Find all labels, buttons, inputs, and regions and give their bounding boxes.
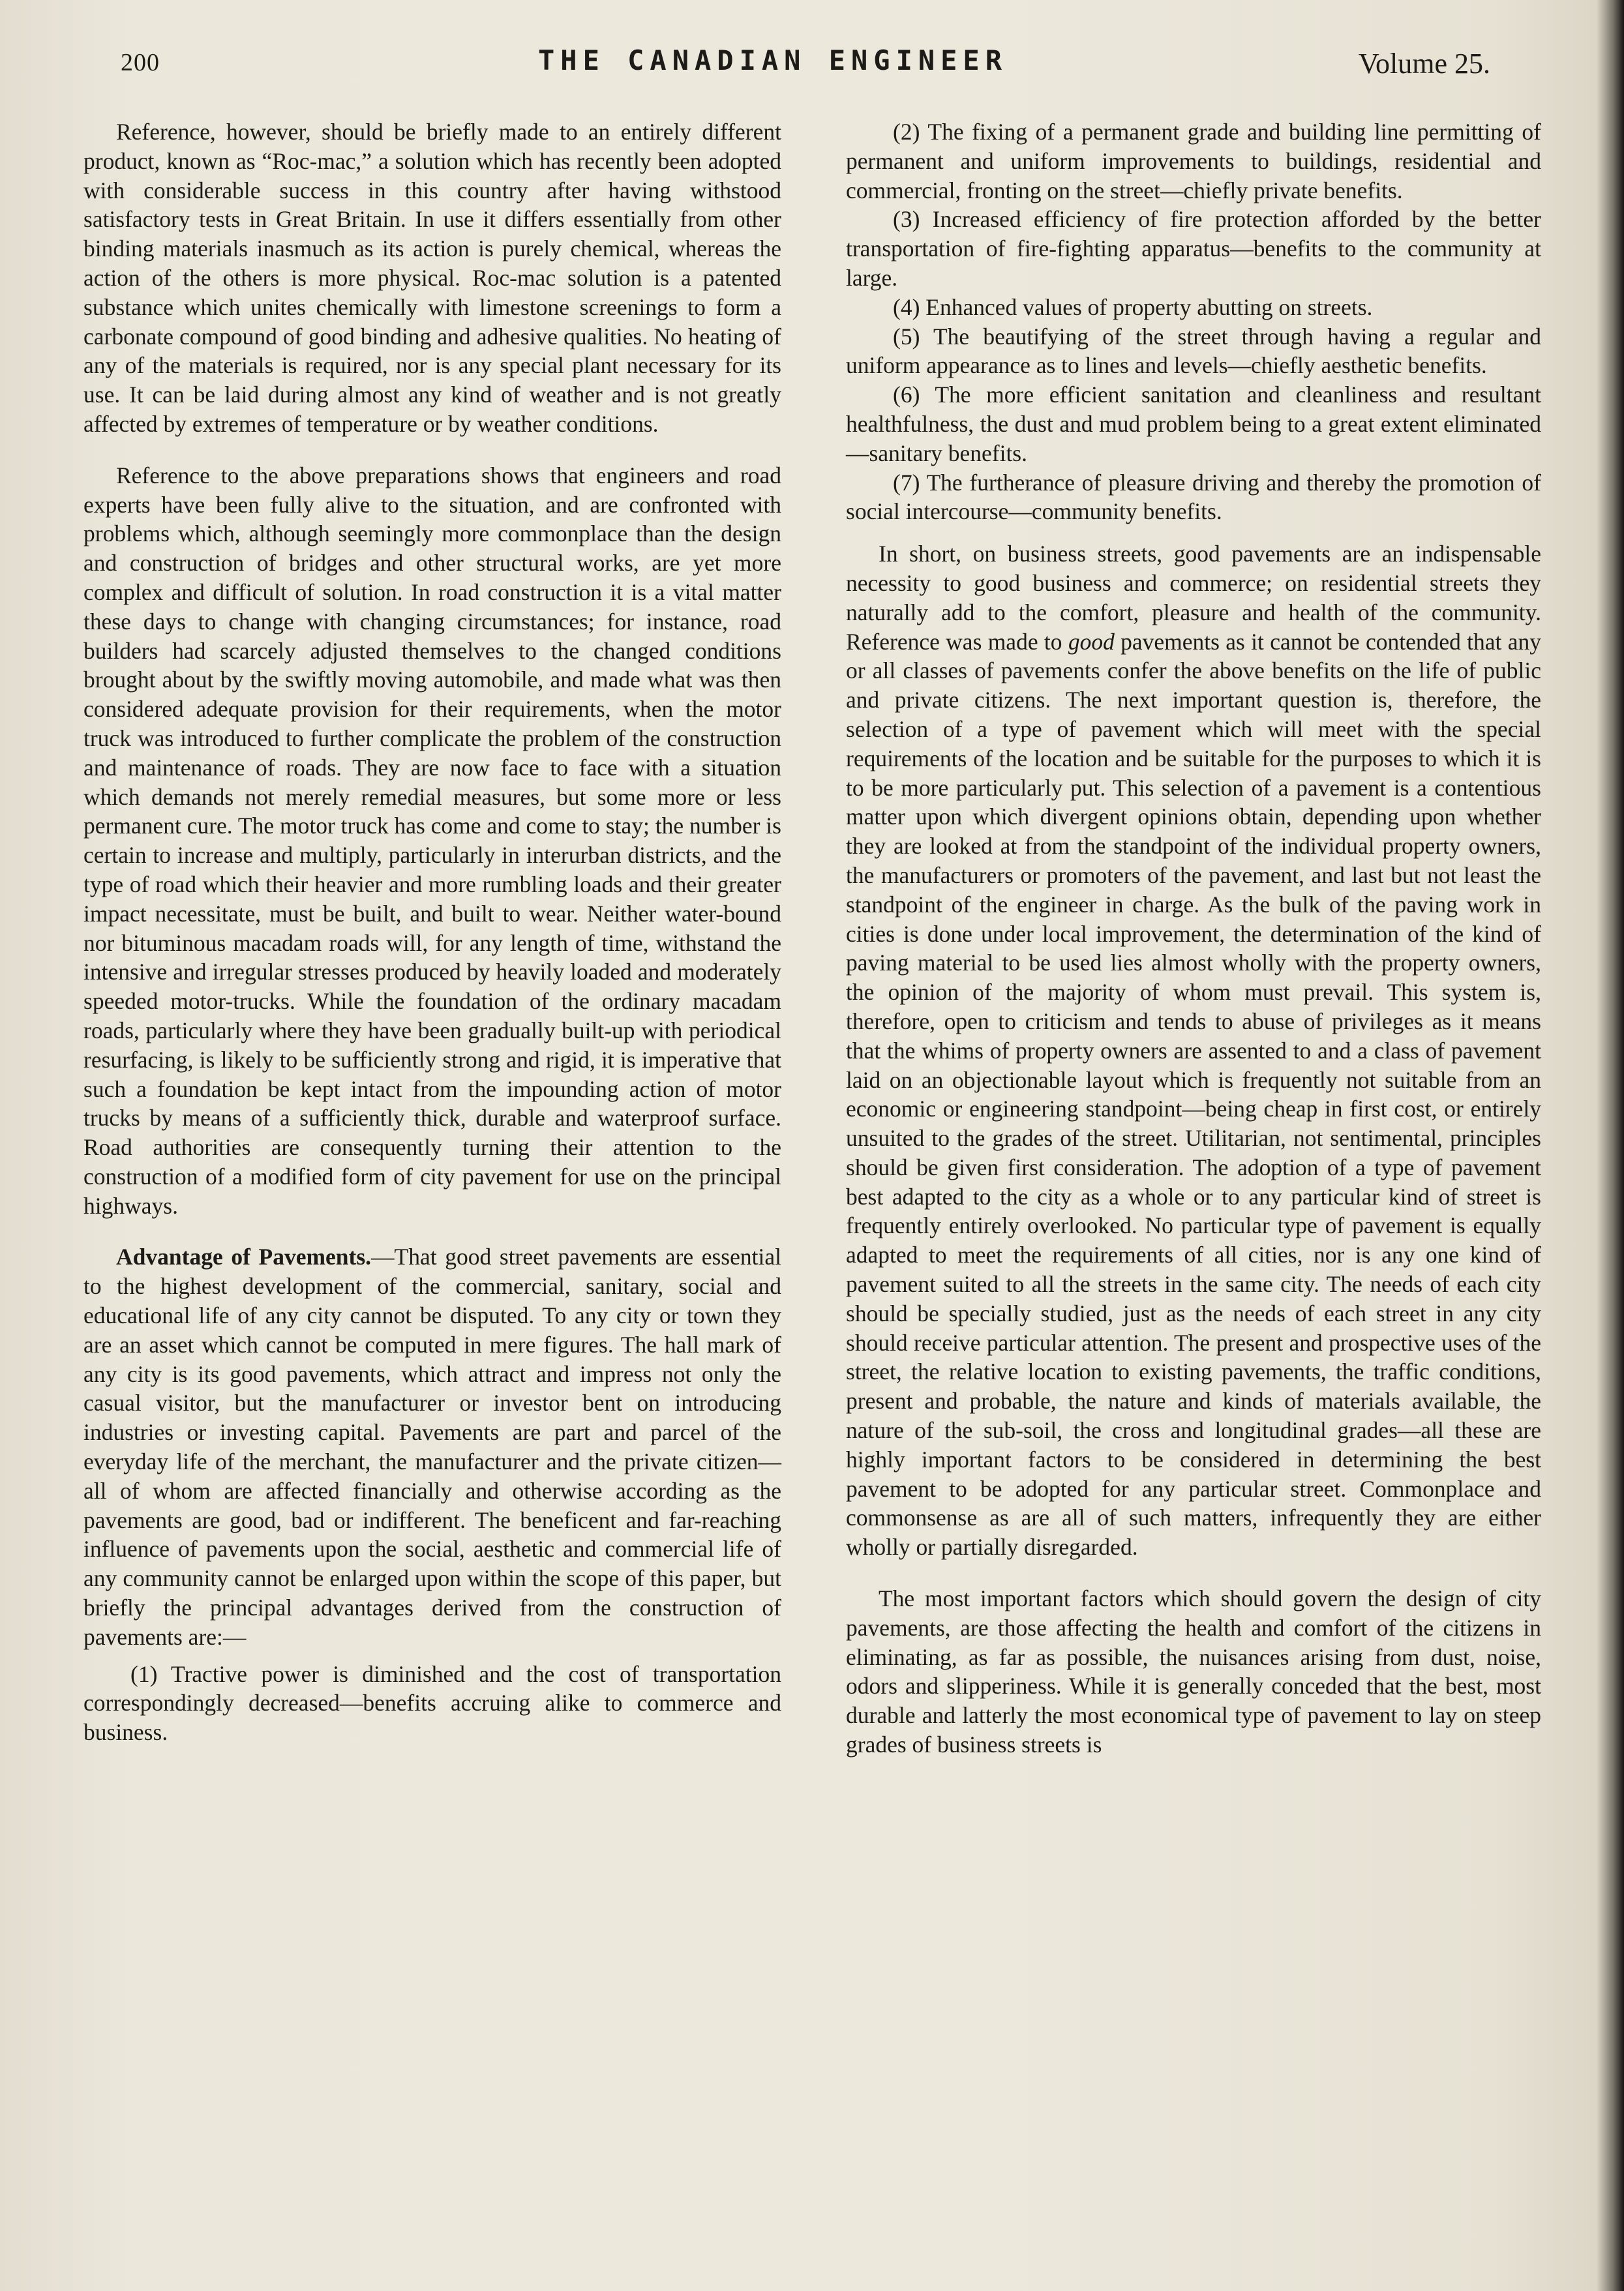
list-item-1: (1) Tractive power is diminished and the cost of transportation correspondingly decreased—benefits accruing alike to commerce and business. <box>83 1660 781 1746</box>
list-item-3: (3) Increased efficiency of fire protection afforded by the better transportation of fire-fighting apparatus—benefits to the community at large. <box>846 206 1541 291</box>
page-number: 200 <box>121 49 160 76</box>
list-item-2: (2) The fixing of a permanent grade and building line permitting of permanent and uniform improvements to buildings, residential and commercial, fronting on the street—chiefly private benefits. <box>846 119 1541 203</box>
list-item-4: (4) Enhanced values of property abutting on streets. <box>893 293 1373 320</box>
left-column <box>83 117 781 1747</box>
running-header <box>121 44 1490 83</box>
paragraph-in-short-part-b: pavements as it cannot be contended that any or all classes of pavements confer the above benefits on the life of public and private citizens. The next important question is, therefore, the selection of a type of pavement which will meet with the special requirements of the location and be suitable for the purposes to which it is to be more particularly put. This selection of a pavement is a contentious matter upon which divergent opinions obtain, depending upon whether they are looked at from the standpoint of the individual property owners, the manufacturers or promoters of the pavement, and last but not least the standpoint of the engineer in charge. As the bulk of the paving work in cities is done under local improvement, the determination of the kind of paving material to be used lies almost wholly with the property owners, the opinion of the majority of whom must prevail. This system is, therefore, open to criticism and tends to abuse of privileges as it means that the whims of property owners are assented to and a class of pavement laid on an objectionable layout which is frequently not suitable from an economic or engineering standpoint—being cheap in first cost, or entirely unsuited to the grades of the street. Utilitarian, not sentimental, principles should be given first consideration. The adoption of a type of pavement best adapted to the city as a whole or to any particular kind of street is frequently entirely overlooked. No particular type of pavement is equally adapted to meet the requirements of all cities, nor is any one kind of pavement suited to all the streets in the same city. The needs of each city should be specially studied, just as the needs of each street in any city should receive particular attention. The present and prospective uses of the street, the relative location to existing pavements, the traffic conditions, present and probable, the nature and kinds of materials available, the nature of the sub-soil, the cross and longitudinal grades—all these are highly important factors to be considered in determining the best pavement to be adopted for any particular street. Commonplace and commonsense as are all of such matters, infrequently they are either wholly or partially disregarded. <box>846 628 1541 1561</box>
paragraph-important-factors: The most important factors which should govern the design of city pavements, are those affecting the health and comfort of the citizens in eliminating, as far as possible, the nuisances arising from dust, noise, odors and slipperiness. While it is generally conceded that the best, most durable and latterly the most economical type of pavement to lay on steep grades of business streets is <box>846 1585 1541 1758</box>
page-edge-shadow <box>1597 0 1624 2291</box>
journal-title: THE CANADIAN ENGINEER <box>538 44 1008 76</box>
paragraph-advantage-of-pavements <box>83 1242 781 1651</box>
volume-label: Volume 25. <box>1358 48 1490 80</box>
paragraph-advantage-body: —That good street pavements are essential to the highest development of the commercial, sanitary, social and educational life of any city cannot be disputed. To any city or town they are an asset which cannot be computed in mere figures. The hall mark of any city is its good pavements, which attract and impress not only the casual visitor, but the manufacturer or investor bent on introducing industries or investing capital. Pavements are part and parcel of the everyday life of the merchant, the manufacturer and the private citizen—all of whom are affected financially and otherwise according as the pavements are good, bad or indifferent. The beneficent and far-reaching influence of pavements upon the social, aesthetic and commercial life of any community cannot be enlarged upon within the scope of this paper, but briefly the principal advantages derived from the construction of pavements are:— <box>83 1244 781 1650</box>
list-item-7: (7) The furtherance of pleasure driving and thereby the promotion of social intercourse—community benefits. <box>846 469 1541 525</box>
right-column <box>846 117 1541 1767</box>
paragraph-in-short <box>846 539 1541 1562</box>
paragraph-roc-mac: Reference, however, should be briefly made to an entirely different product, known as “Roc-mac,” a solution which has recently been adopted with considerable success in this country after having withstood satisfactory tests in Great Britain. In use it differs essentially from other binding materials inasmuch as its action is purely chemical, whereas the action of the others is more physical. Roc-mac solution is a patented substance which unites chemically with limestone screenings to form a carbonate compound of good binding and adhesive qualities. No heating of any of the materials is required, nor is any special plant necessary for its use. It can be laid during almost any kind of weather and is not greatly affected by extremes of temperature or by weather conditions. <box>83 119 781 437</box>
list-item-6: (6) The more efficient sanitation and cleanliness and resultant healthfulness, the dust and mud problem being to a great extent eliminated—sanitary benefits. <box>846 382 1541 466</box>
emphasis-good: good <box>1068 628 1115 655</box>
section-heading: Advantage of Pavements. <box>116 1244 372 1270</box>
paragraph-road-construction: Reference to the above preparations shows that engineers and road experts have been fully alive to the situation, and are confronted with problems which, although seemingly more commonplace than the design and construction of bridges and other structural works, are yet more complex and difficult of solution. In road construction it is a vital matter these days to change with changing circumstances; for instance, road builders had scarcely adjusted themselves to the changed conditions brought about by the swiftly moving automobile, and made what was then considered adequate provision for their requirements, when the motor truck was introduced to further complicate the problem of the construction and maintenance of roads. They are now face to face with a situation which demands not merely remedial measures, but some more or less permanent cure. The motor truck has come and come to stay; the number is certain to increase and multiply, particularly in interurban districts, and the type of road which their heavier and more rumbling loads and their greater impact necessitate, must be built, and built to wear. Neither water-bound nor bituminous macadam roads will, for any length of time, withstand the intensive and irregular stresses produced by heavily loaded and moderately speeded motor-trucks. While the foundation of the ordinary macadam roads, particularly where they have been gradually built-up with periodical resurfacing, is likely to be sufficiently strong and rigid, it is imperative that such a foundation be kept intact from the impounding action of motor trucks by means of a sufficiently thick, durable and waterproof surface. Road authorities are consequently turning their attention to the construction of a modified form of city pavement for use on the principal highways. <box>83 462 781 1219</box>
list-item-5: (5) The beautifying of the street through having a regular and uniform appearance as to lines and levels—chiefly aesthetic benefits. <box>846 323 1541 379</box>
paragraph-in-short-part-a: In short, on business streets, good pavements are an indispensable necessity to good business and commerce; on residential streets they naturally add to the comfort, pleasure and health of the community. Reference was made to <box>846 541 1541 655</box>
